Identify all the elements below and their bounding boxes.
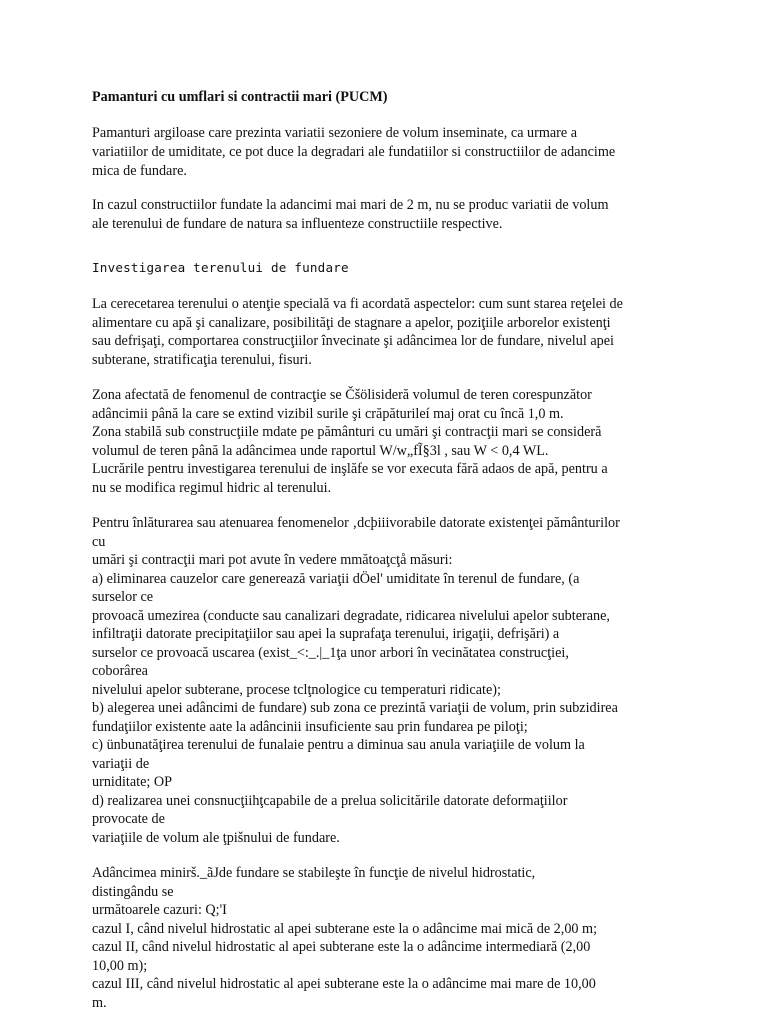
text-line: 10,00 m); (92, 957, 148, 974)
text-line: nu se modifica regimul hidric al terenului. (92, 479, 332, 496)
text-line: b) alegerea unei adâncimi de fundare) sub zona ce prezintă variaţii de volum, prin subzidirea (92, 700, 618, 716)
text-line: alimentare cu apă şi canalizare, posibilităţi de stagnare a apelor, poziţiile arborelor existenţi (92, 314, 611, 331)
text-line: urniditate; OP (92, 774, 172, 790)
text-line: cazul I, când nivelul hidrostatic al apei subterane este la o adâncime mai mică de 2,00 m; (92, 920, 598, 937)
document-page (92, 88, 682, 1029)
text-line: cu (92, 533, 106, 550)
text-line: adâncimii până la care se extind vizibil surile şi crăpăturileí maj orat cu încă 1,0 m. (92, 405, 564, 422)
text-line: m. (92, 994, 107, 1011)
text-line: d) realizarea unei consnucţiihţcapabile de a prelua solicitările datorate deformaţiilor (92, 792, 568, 809)
text-line: In cazul constructiilor fundate la adancimi mai mari de 2 m, nu se produc variatii de volum (92, 197, 609, 213)
text-line: distingându se (92, 883, 174, 900)
text-line: coborârea (92, 663, 148, 679)
paragraph-investigation (92, 295, 682, 369)
document-title: Pamanturi cu umflari si contractii mari (PUCM) (92, 89, 388, 105)
text-line: La cerecetarea terenului o atenţie specială va fi acordată aspectelor: cum sunt starea reţelei de (92, 296, 623, 312)
text-line: Pamanturi argiloase care prezinta variatii sezoniere de volum inseminate, ca urmare a (92, 125, 578, 141)
paragraph-depth (92, 196, 682, 234)
text-line: fundaţiilor existente aate la adâncinii insuficiente sau prin fundarea pe piloţi; (92, 718, 528, 735)
text-line: variaţii de (92, 755, 150, 772)
text-line: Adâncimea minirš._ãJde fundare se stabileşte în funcţie de nivelul hidrostatic, (92, 865, 536, 881)
text-line: infiltraţii datorate precipitaţiilor sau apei la suprafaţa terenului, irigaţii, defrişări) a (92, 626, 560, 642)
text-line: mica de fundare. (92, 163, 187, 179)
text-line: variatiilor de umiditate, ce pot duce la degradari ale fundatiilor si constructiilor de adancime (92, 144, 616, 160)
text-line: umări şi contracţii mari pot avute în vedere mmătoaţcţå măsuri: (92, 552, 453, 568)
paragraph-zones (92, 386, 682, 497)
text-line: subterane, stratificaţia terenului, fisuri. (92, 351, 312, 368)
text-line: Lucrările pentru investigarea terenului de inşlăfe se vor executa fără adaos de apă, pentru a (92, 461, 608, 477)
text-line: volumul de teren până la adâncimea unde raportul W/w„fĨ§3l , sau W < 0,4 WL. (92, 442, 549, 459)
text-line: c) ünbunatăţirea terenului de funalaie pentru a diminua sau anula variaţiile de volum la (92, 737, 585, 753)
paragraph-intro (92, 124, 682, 181)
section-heading: Investigarea terenului de fundare (92, 260, 349, 275)
paragraph-measures (92, 514, 682, 847)
text-line: ale terenului de fundare de natura sa influenteze constructiile respective. (92, 216, 503, 232)
text-line: cazul II, când nivelul hidrostatic al apei subterane este la o adâncime intermediară (2,00 (92, 939, 591, 955)
text-line: Pentru înlăturarea sau atenuarea fenomenelor ‚dcþiiivorabile datorate existenţei pământurilor (92, 515, 620, 531)
text-line: surselor ce (92, 589, 154, 605)
text-line: nivelului apelor subterane, procese tclţnologice cu temperaturi ridicate); (92, 681, 501, 698)
text-line: următoarele cazuri: Q;'I (92, 902, 227, 918)
text-line: provoacă umezirea (conducte sau canalizari degradate, ridicarea nivelului apelor subterane, (92, 607, 610, 624)
text-line: a) eliminarea cauzelor care generează variaţii dÖel' umiditate în terenul de fundare, (a (92, 570, 580, 587)
text-line: cazul III, când nivelul hidrostatic al apei subterane este la o adâncime mai mare de 10,00 (92, 976, 596, 992)
text-line: surselor ce provoacă uscarea (exist_<:_.|_1ţa unor arbori în vecinătatea construcţiei, (92, 644, 569, 661)
text-line: Zona stabilă sub construcţiile mdate pe pământuri cu umări şi contracţii mari se consideră (92, 424, 602, 440)
text-line: provocate de (92, 811, 165, 827)
text-line: variaţiile de volum ale ţpišnului de fundare. (92, 829, 340, 846)
text-line: sau defrişaţi, comportarea construcţiilor învecinate şi adâncimea lor de fundare, nivelul apei (92, 333, 614, 349)
text-line: Zona afectată de fenomenul de contracţie se Čšölisideră volumul de teren corespunzător (92, 387, 592, 403)
paragraph-foundation-depth (92, 864, 682, 1012)
